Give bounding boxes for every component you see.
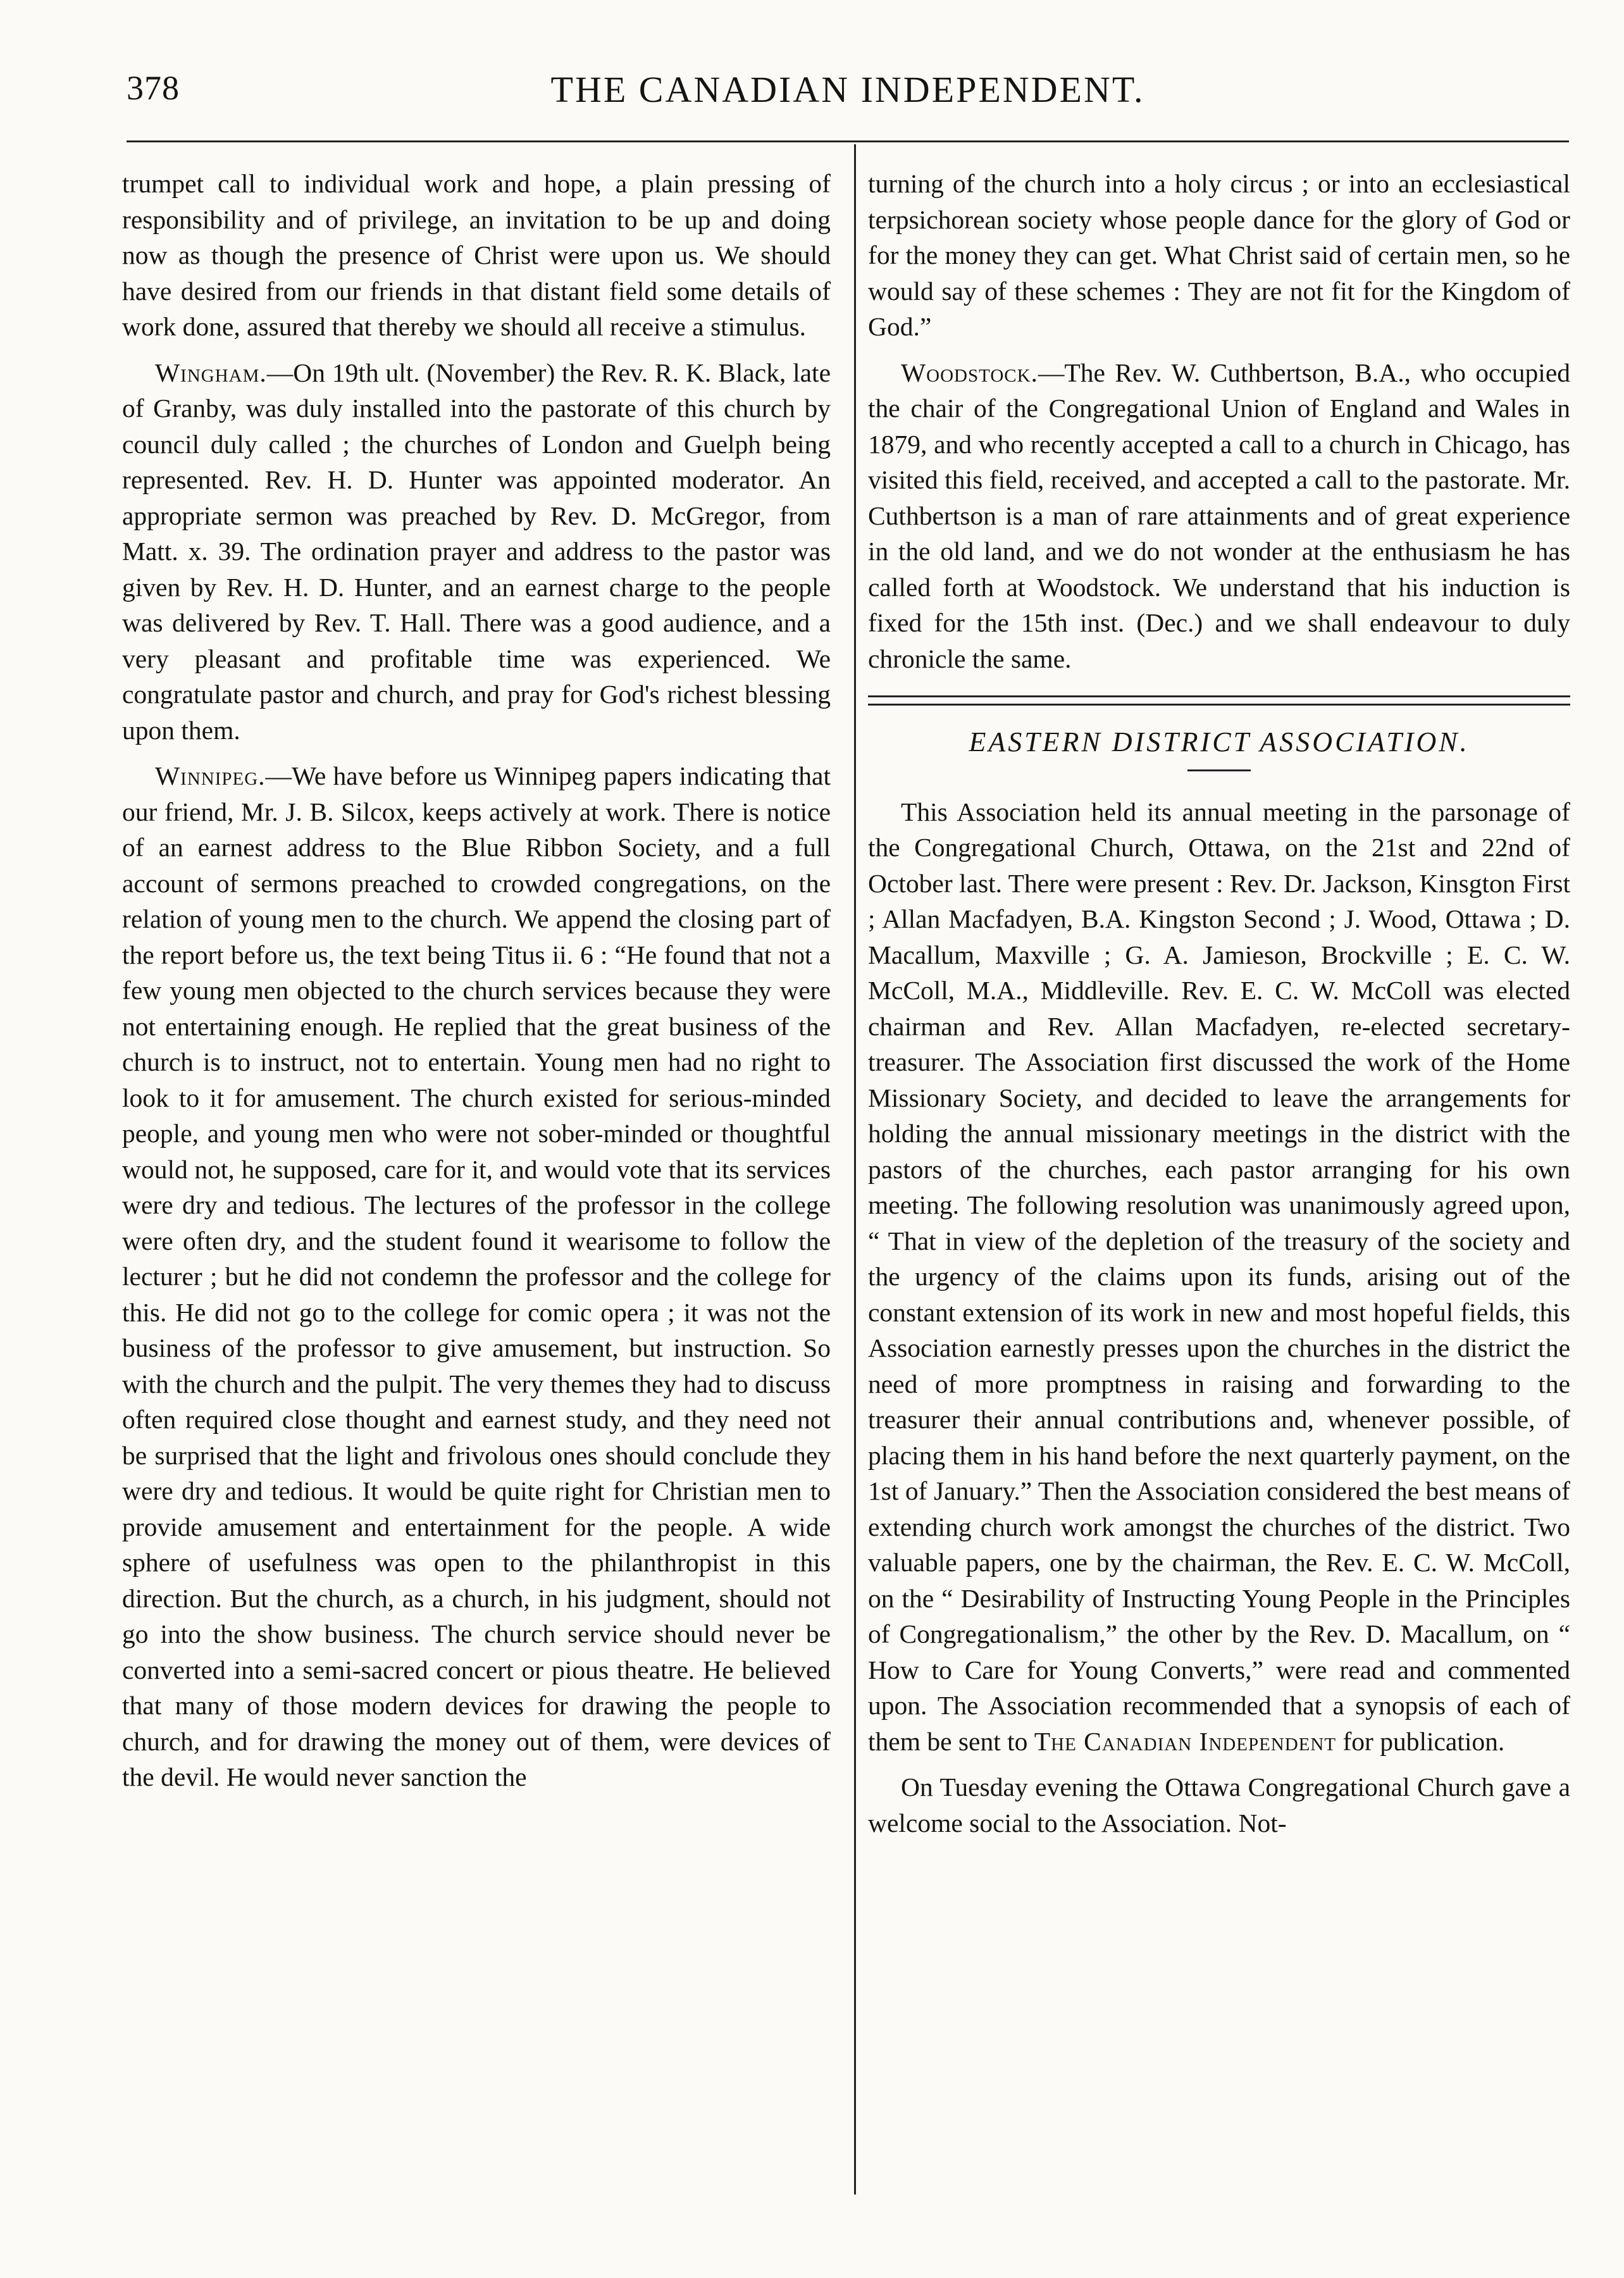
winnipeg-heading: Winnipeg. [155, 761, 266, 790]
header-rule [127, 140, 1569, 142]
paragraph-association-meeting [868, 794, 1570, 1760]
woodstock-text: —The Rev. W. Cuthbertson, B.A., who occupied the chair of the Congregational Union of England and Wales in 1879, and who recently accepted a call to a church in Chicago, has visited this field, received, and accepted a call to the pastorate. Mr. Cuthbertson is a man of rare attainments and of great experience in the old land, and we do not wonder at the enthusiasm he has called forth at Woodstock. We understand that his induction is fixed for the 15th inst. (Dec.) and we shall endeavour to duly chronicle the same. [868, 358, 1570, 673]
column-divider [854, 144, 856, 2194]
paragraph-continued-quote: turning of the church into a holy circus ; or into an ecclesiastical terpsichorean society whose people dance for the glory of God or for the money they can get. What Christ said of certain men, so he would say of these schemes : They are not fit for the Kingdom of God.” [868, 169, 1570, 341]
section-short-rule [1187, 769, 1251, 771]
woodstock-heading: Woodstock. [901, 358, 1038, 387]
paragraph-tuesday-social: On Tuesday evening the Ottawa Congregational Church gave a welcome social to the Association. Not- [868, 1772, 1570, 1838]
paragraph-continued: trumpet call to individual work and hope, a plain pressing of responsibility and of privilege, an invitation to be up and doing now as though the presence of Christ were upon us. We should have desired from our friends in that distant field some details of work done, assured that thereby we should all receive a stimulus. [122, 169, 831, 341]
left-column [122, 166, 831, 1805]
section-double-rule [868, 695, 1570, 706]
page-header [127, 68, 1569, 119]
page-number: 378 [127, 69, 180, 107]
winnipeg-text: —We have before us Winnipeg papers indicating that our friend, Mr. J. B. Silcox, keeps actively at work. There is notice of an earnest address to the Blue Ribbon Society, and a full account of sermons preached to crowded congregations, on the relation of young men to the church. We append the closing part of the report before us, the text being Titus ii. 6 : “He found that not a few young men objected to the church services because they were not entertaining enough. He replied that the great business of the church is to instruct, not to entertain. Young men had no right to look to it for amusement. The church existed for serious-minded people, and young men who were not sober-minded or thoughtful would not, he supposed, care for it, and would vote that its services were dry and tedious. The lectures of the professor in the college were often dry, and the student found it wearisome to follow the lecturer ; but he did not condemn the professor and the college for this. He did not go to the college for comic opera ; it was not the business of the professor to give amusement, but instruction. So with the church and the pulpit. The very themes they had to discuss often required close thought and earnest study, and they need not be surprised that the light and frivolous ones should conclude they were dry and tedious. It would be quite right for Christian men to provide amusement and entertainment for the people. A wide sphere of usefulness was open to the philanthropist in this direction. But the church, as a church, in his judgment, should not go into the show business. The church service should never be converted into a semi-sacred concert or pious theatre. He believed that many of those modern devices for drawing the people to church, and for drawing the money out of them, were devices of the devil. He would never sanction the [122, 761, 831, 1791]
association-text-end: for publication. [1336, 1726, 1505, 1756]
journal-name-inline: The Canadian Independent [1034, 1726, 1337, 1756]
association-text: This Association held its annual meeting in the parsonage of the Congregational Church, Ottawa, on the 21st and 22nd of October last. There were present : Rev. Dr. Jackson, Kinsgton First ; Allan Macfadyen, B.A. Kingston Second ; J. Wood, Ottawa ; D. Macallum, Maxville ; G. A. Jamieson, Brockville ; E. C. W. McColl, M.A., Middleville. Rev. E. C. W. McColl was elected chairman and Rev. Allan Macfadyen, re-elected secretary-treasurer. The Association first discussed the work of the Home Missionary Society, and decided to leave the arrangements for holding the annual missionary meetings in the district with the pastors of the churches, each pastor arranging for his own meeting. The following resolution was unanimously agreed upon, “ That in view of the depletion of the treasury of the society and the urgency of the claims upon its funds, arising out of the constant extension of its work in new and most hopeful fields, this Association earnestly presses upon the churches in the district the need of more promptness in raising and forwarding to the treasurer their annual contributions and, whenever possible, of placing them in his hand before the next quarterly payment, on the 1st of January.” Then the Association considered the best means of extending church work amongst the churches of the district. Two valuable papers, one by the chairman, the Rev. E. C. W. McColl, on the “ Desirability of Instructing Young People in the Principles of Congregationalism,” the other by the Rev. D. Macallum, on “ How to Care for Young Converts,” were read and commented upon. The Association recommended that a synopsis of each of them be sent to [868, 797, 1570, 1756]
right-column [868, 166, 1570, 1851]
paragraph-winnipeg [122, 758, 831, 1795]
paragraph-wingham [122, 355, 831, 749]
section-title: EASTERN DISTRICT ASSOCIATION. [969, 726, 1470, 757]
journal-title: THE CANADIAN INDEPENDENT. [550, 69, 1145, 110]
wingham-text: —On 19th ult. (November) the Rev. R. K. Black, late of Granby, was duly installed into the pastorate of this church by council duly called ; the churches of London and Guelph being represented. Rev. H. D. Hunter was appointed moderator. An appropriate sermon was preached by Rev. D. McGregor, from Matt. x. 39. The ordination prayer and address to the pastor was given by Rev. H. D. Hunter, and an earnest charge to the people was delivered by Rev. T. Hall. There was a good audience, and a very pleasant and profitable time was experienced. We congratulate pastor and church, and pray for God's richest blessing upon them. [122, 358, 831, 745]
wingham-heading: Wingham. [155, 358, 267, 387]
paragraph-woodstock [868, 355, 1570, 677]
